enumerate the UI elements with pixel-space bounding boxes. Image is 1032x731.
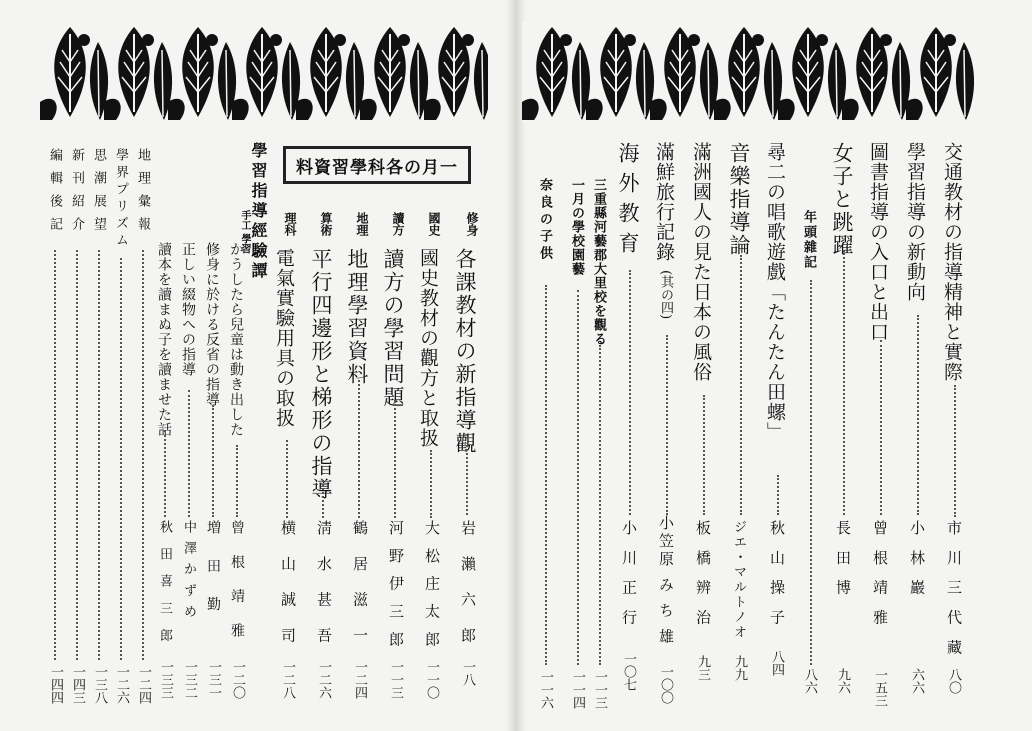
entry-page: 一四三 xyxy=(70,665,85,704)
entry-title: 學界プリズム xyxy=(113,148,128,250)
entry-title: 奈良の子供 xyxy=(537,178,552,263)
entry-title: 電氣實驗用具の取扱 xyxy=(273,248,295,428)
entry-category: 地理 xyxy=(355,212,369,236)
toc-entry xyxy=(726,0,756,700)
entry-page: 八四 xyxy=(769,650,784,676)
entry-category: 國史 xyxy=(427,212,441,236)
entry-page: 一二四 xyxy=(136,665,151,704)
entry-author: 増 田 勤 xyxy=(205,520,221,621)
toc-entry xyxy=(66,0,88,704)
entry-author: 中 澤 か ず め xyxy=(181,520,196,620)
toc-entry xyxy=(798,0,824,700)
entry-author: 小 川 正 行 xyxy=(620,520,638,630)
entry-author: 鶴 居 滋 一 xyxy=(351,520,369,651)
toc-entry xyxy=(110,0,132,704)
entry-page: 一八 xyxy=(460,660,475,686)
entry-title: 編輯後記 xyxy=(47,148,62,240)
entry-page: 八六 xyxy=(802,668,817,694)
entry-title: 新刊紹介 xyxy=(69,148,84,240)
entry-page: 一一六 xyxy=(538,670,553,709)
entry-author: 河 野 伊 三 郎 xyxy=(387,520,405,651)
entry-author: 岩 瀨 六 郎 xyxy=(459,520,477,651)
toc-entry xyxy=(652,0,682,704)
entry-author: ジエ・マルトノオ xyxy=(731,520,746,640)
entry-title: 三重縣河藝郡大里校を觀る xyxy=(591,178,606,346)
entry-page: 九六 xyxy=(835,668,850,694)
entry-page: 一二八 xyxy=(280,660,295,699)
entry-title: 滿洲國人の見た日本の風俗 xyxy=(690,142,712,382)
entry-author: 淸 水 甚 吾 xyxy=(315,520,333,651)
entry-page: 一三三 xyxy=(158,660,173,699)
entry-title: 尋二の唱歌遊戲「たんたん田螺」 xyxy=(764,142,786,442)
toc-entry xyxy=(272,0,308,700)
entry-title: 地理彙報 xyxy=(135,148,150,240)
entry-title: 修身に於ける反省の指導 xyxy=(204,242,220,407)
toc-entry xyxy=(829,0,859,700)
entry-title: 滿鮮旅行記錄 xyxy=(653,142,675,262)
entry-page: 九三 xyxy=(695,655,710,681)
entry-title: 讀本を讀まぬ子を讀ませた話 xyxy=(156,242,172,437)
entry-page: 一一三 xyxy=(388,660,403,699)
entry-page: 六六 xyxy=(909,668,924,694)
entry-title: 音樂指導論 xyxy=(727,142,751,257)
entry-title: 一月の學校園藝 xyxy=(569,178,584,276)
entry-title: 年頭雜記 xyxy=(801,210,816,270)
toc-entry xyxy=(903,0,933,700)
entry-page: 一三二 xyxy=(182,660,197,699)
entry-title: 海外教育 xyxy=(616,142,640,262)
toc-entry xyxy=(689,0,719,700)
entry-title: 各課教材の新指導觀 xyxy=(453,248,477,455)
entry-title: 地理學習資料 xyxy=(345,248,369,386)
entry-author: 小笠原 み ち 雄 xyxy=(657,515,675,647)
toc-entry xyxy=(380,0,416,700)
toc-entry xyxy=(763,0,793,700)
entry-page: 一一〇 xyxy=(424,660,439,699)
entry-title: 女子と跳躍 xyxy=(830,142,854,257)
entry-category: 修身 xyxy=(465,212,479,236)
toc-entry xyxy=(416,0,452,700)
entry-page: 一二六 xyxy=(316,660,331,699)
entry-page: 一一四 xyxy=(570,670,585,709)
entry-page: 九九 xyxy=(732,655,747,681)
entry-page: 一五三 xyxy=(872,668,887,707)
entry-author: 曾 根 靖 雅 xyxy=(229,520,245,646)
entry-page: 一二四 xyxy=(352,660,367,699)
entry-author: 秋 山 操 子 xyxy=(768,520,786,630)
entry-title: 國史教材の觀方と取扱 xyxy=(417,248,439,448)
entry-page: 一三八 xyxy=(92,665,107,704)
toc-entry xyxy=(132,0,154,704)
entry-category: 算術 xyxy=(319,212,333,236)
entry-category: 讀方 xyxy=(391,212,405,236)
toc-entry xyxy=(344,0,380,700)
entry-page: 八〇 xyxy=(946,668,961,694)
entry-subtitle: (其の四) xyxy=(658,270,673,320)
entry-author: 大 松 庄 太 郎 xyxy=(423,520,441,651)
toc-entry xyxy=(44,0,66,704)
toc-entry xyxy=(153,0,177,700)
entry-page: 一〇〇 xyxy=(658,665,673,704)
entry-author: 長 田 博 xyxy=(834,520,852,600)
entry-title: 圖書指導の入口と出口 xyxy=(867,142,889,342)
entry-title: 正しい綴物への指導 xyxy=(180,242,196,377)
section-title: 學習指導經驗譚 xyxy=(249,142,268,282)
entry-author: 小 林 巖 xyxy=(908,520,926,600)
entry-page: 一〇七 xyxy=(621,652,636,691)
entry-category: 手工 學習 xyxy=(239,210,250,254)
entry-title: 平行四邊形と梯形の指導 xyxy=(309,248,333,501)
entry-title: 交通教材の指導精神と實際 xyxy=(941,142,963,382)
toc-entry xyxy=(452,0,492,700)
entry-page: 一二六 xyxy=(114,665,129,704)
entry-page: 一一三 xyxy=(592,670,607,709)
toc-entry xyxy=(866,0,896,707)
toc-entry xyxy=(588,0,612,709)
entry-author: 秋 田 喜 三 郎 xyxy=(157,520,172,647)
entry-page: 一三一 xyxy=(206,660,221,699)
entry-title: かうしたら兒童は動き出した xyxy=(228,242,244,437)
entry-page: 一四四 xyxy=(48,665,63,704)
toc-entry xyxy=(225,0,251,700)
entry-author: 横 山 誠 司 xyxy=(279,520,297,651)
toc-entry xyxy=(308,0,344,700)
entry-author: 曾 根 靖 雅 xyxy=(871,520,889,630)
toc-entry xyxy=(566,0,590,709)
toc-entry xyxy=(201,0,225,700)
toc-entry xyxy=(534,0,558,709)
entry-title: 思潮展望 xyxy=(91,148,106,240)
entry-category: 理科 xyxy=(283,212,297,236)
entry-title: 讀方の學習問題 xyxy=(381,248,405,409)
toc-entry xyxy=(88,0,110,704)
toc-entry xyxy=(615,0,645,700)
entry-title: 學習指導の新動向 xyxy=(904,142,926,302)
toc-entry xyxy=(940,0,970,700)
entry-author: 板 橋 辨 治 xyxy=(694,520,712,630)
toc-entry xyxy=(177,0,201,700)
entry-page: 一二〇 xyxy=(230,660,245,699)
section-box-title: 一月の各科學習資料 xyxy=(283,146,471,184)
entry-author: 市 川 三 代 藏 xyxy=(945,520,963,660)
